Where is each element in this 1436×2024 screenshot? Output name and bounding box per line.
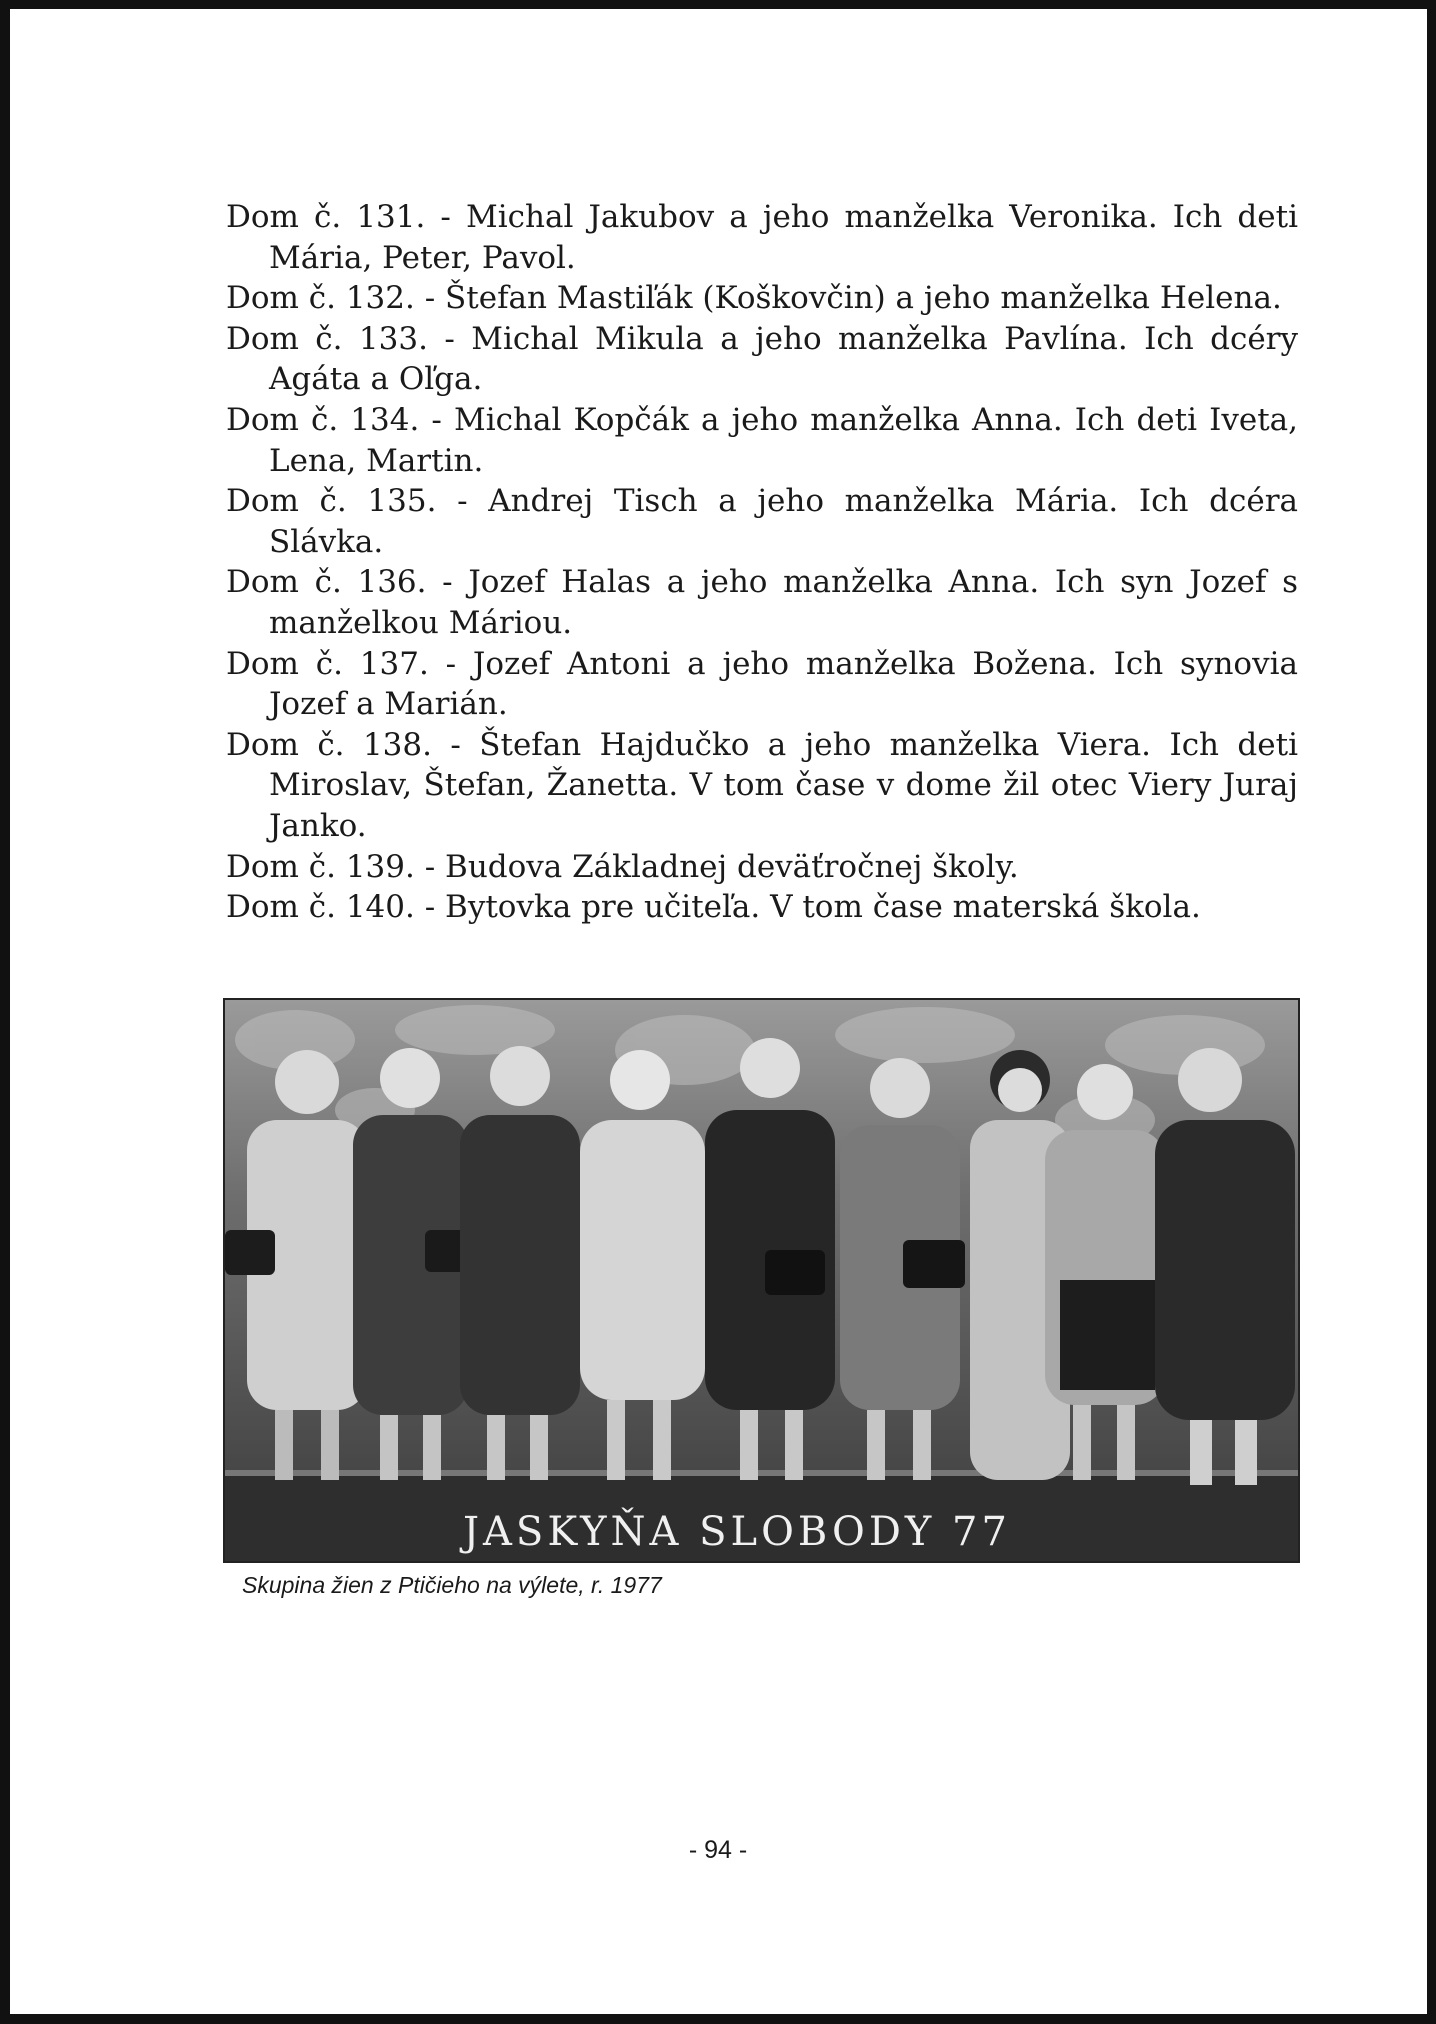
house-entry: Dom č. 140. - Bytovka pre učiteľa. V tom čase materská škola. bbox=[226, 889, 1201, 926]
house-entry: Dom č. 134. - Michal Kopčák a jeho manželka Anna. Ich deti Iveta, Lena, Martin. bbox=[226, 401, 1298, 479]
page-number: - 94 - bbox=[688, 1836, 748, 1864]
house-entry: Dom č. 136. - Jozef Halas a jeho manželka Anna. Ich syn Jozef s manželkou Máriou. bbox=[226, 564, 1298, 641]
house-entry: Dom č. 133. - Michal Mikula a jeho manželka Pavlína. Ich dcéry Agáta a Oľga. bbox=[226, 320, 1298, 398]
house-entry: Dom č. 132. - Štefan Mastiľák (Koškovčin) a jeho manželka Helena. bbox=[226, 280, 1282, 317]
house-entry: Dom č. 135. - Andrej Tisch a jeho manželka Mária. Ich dcéra Slávka. bbox=[226, 483, 1298, 560]
group-photo-illustration bbox=[225, 1000, 1298, 1561]
photo-caption: Skupina žien z Ptičieho na výlete, r. 1977 bbox=[242, 1572, 662, 1598]
group-photo bbox=[223, 998, 1300, 1563]
house-entry: Dom č. 131. - Michal Jakubov a jeho manželka Veronika. Ich deti Mária, Peter, Pavol. bbox=[226, 199, 1298, 276]
photo-sign-text: JASKYŇA SLOBODY 77 bbox=[463, 1509, 1011, 1555]
house-entry: Dom č. 137. - Jozef Antoni a jeho manželka Božena. Ich synovia Jozef a Marián. bbox=[226, 645, 1298, 723]
house-entry: Dom č. 139. - Budova Základnej deväťročnej školy. bbox=[226, 848, 1019, 885]
house-entries-list bbox=[226, 197, 1298, 928]
house-entry: Dom č. 138. - Štefan Hajdučko a jeho manželka Viera. Ich deti Miroslav, Štefan, Žanetta. V tom čase v dome žil otec Viery Juraj Janko. bbox=[226, 726, 1298, 844]
